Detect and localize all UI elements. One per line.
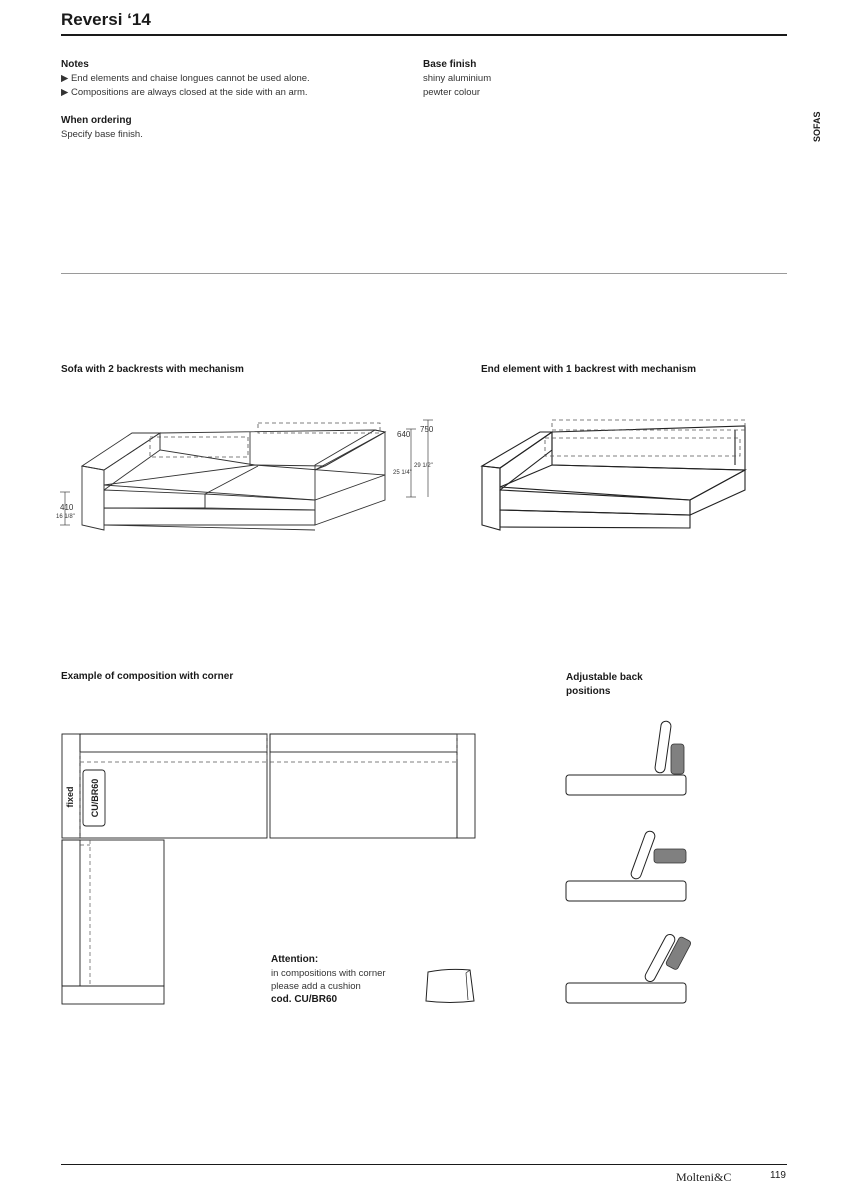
attention-heading: Attention: [271,954,319,965]
note-text: End elements and chaise longues cannot be used alone. [70,73,310,84]
top-rule [61,34,787,36]
brand-logo: Molteni&C [676,1170,732,1184]
section-divider [61,273,787,274]
ordering-heading: When ordering [61,115,132,126]
sofa-back-height-in: 25 1/4" [393,470,412,476]
end-element-caption: End element with 1 backrest with mechanism [481,364,697,375]
section-tab: SOFAS [812,111,822,142]
sofa-back-height-mm: 640 [397,430,411,439]
sofa-seat-height-in: 16 1/8" [56,514,75,520]
sofa-total-height-mm: 750 [420,425,434,434]
back-position-3 [566,933,692,1003]
sofa-total-height-in: 29 1/2" [414,463,433,469]
ordering-text: Specify base finish. [61,129,143,140]
note-text: Compositions are always closed at the side with an arm. [70,87,308,98]
attention-line: in compositions with corner [271,968,386,979]
notes-heading: Notes [61,59,89,70]
base-finish-option: shiny aluminium [423,73,492,84]
composition-caption: Example of composition with corner [61,671,234,682]
attention-line: please add a cushion [271,981,361,992]
sofa-seat-height-mm: 410 [60,503,74,512]
cushion-sketch-icon [420,966,480,1006]
note-item: ▶ Compositions are always closed at the side with an arm. [61,87,308,98]
base-finish-option: pewter colour [423,87,481,98]
page-title: Reversi ‘14 [61,10,151,29]
page-number: 119 [770,1170,786,1181]
caption-line: positions [566,686,611,697]
cushion-code-label: CU/BR60 [90,778,100,818]
attention-code: cod. CU/BR60 [271,994,338,1005]
base-finish-heading: Base finish [423,59,477,70]
fixed-label: fixed [65,786,75,808]
caption-line: Adjustable back [566,672,643,683]
sofa-caption: Sofa with 2 backrests with mechanism [61,364,244,375]
back-positions-caption [566,671,643,699]
bottom-rule [61,1164,787,1165]
attention-note [271,953,386,1007]
back-positions-drawing [560,710,695,1010]
end-element-drawing [470,415,770,540]
back-position-1 [566,721,686,795]
sofa-drawing [50,415,450,540]
back-position-2 [566,830,686,901]
note-item: ▶ End elements and chaise longues cannot be used alone. [61,73,310,84]
